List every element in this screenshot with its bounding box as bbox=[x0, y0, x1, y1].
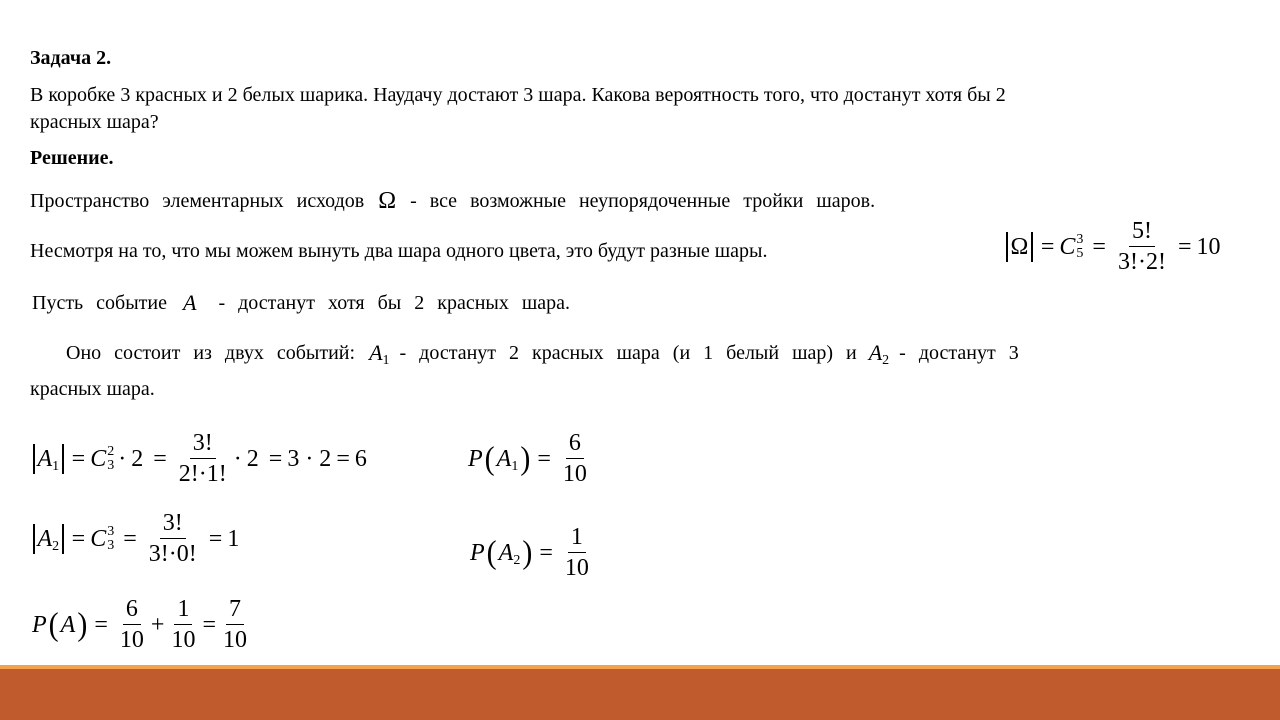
event-a2-symbol: A bbox=[868, 340, 883, 365]
task-text-line1: В коробке 3 красных и 2 белых шарика. Наудачу достают 3 шара. Какова вероятность того, что достанут хотя бы 2 bbox=[30, 84, 1006, 106]
formula-omega-count: Ω = C 3 5 = $\frac{5!}{3!\cdot 2!}$ = 10 bbox=[1003, 218, 1220, 275]
paragraph-distinct-balls: Несмотря на то, что мы можем вынуть два шара одного цвета, это будут разные шары. bbox=[30, 240, 768, 262]
event-a1-symbol: A bbox=[369, 340, 383, 365]
fraction-p-a1: $\frac{6}{10}$ bbox=[562, 430, 587, 487]
p1-text-before: Пространство элементарных исходов bbox=[30, 190, 365, 212]
formula-a1-count: A 1 = C 2 3 · 2 = $\frac{3!}{2!\cdot 1!}$ · 2 = 3 · 2 = 6 bbox=[30, 430, 367, 487]
fraction-a1: $\frac{3!}{2!\cdot 1!}$ bbox=[178, 430, 227, 487]
paragraph-event-a: Пусть событие A - достанут хотя бы 2 красных шара. bbox=[32, 290, 570, 315]
paragraph-event-split-line2: красных шара. bbox=[30, 378, 155, 400]
formula-a2-count: A 2 = C 3 3 = $\frac{3!}{3!\cdot 0!}$ = 1 bbox=[30, 510, 239, 567]
solution-title: Решение. bbox=[30, 147, 114, 169]
fraction-p-a-first: $\frac{6}{10}$ bbox=[119, 596, 144, 653]
fraction-p-a2: $\frac{1}{10}$ bbox=[564, 524, 589, 581]
paragraph-sample-space bbox=[30, 188, 875, 214]
event-a-symbol: A bbox=[183, 290, 197, 315]
p1-text-after: - все возможные неупорядоченные тройки шаров. bbox=[410, 190, 876, 212]
formula-p-a1: P ( A 1 ) = $\frac{6}{10}$ bbox=[468, 430, 594, 487]
fraction-p-a-second: $\frac{1}{10}$ bbox=[171, 596, 196, 653]
omega-symbol: Ω bbox=[378, 188, 397, 214]
formula-p-a: P ( A ) = $\frac{6}{10}$ + $\frac{1}{10}$ = $\frac{7}{10}$ bbox=[32, 596, 254, 653]
paragraph-event-split: Оно состоит из двух событий: A 1 - достанут 2 красных шара (и 1 белый шар) и A 2 - достанут 3 bbox=[66, 340, 1019, 368]
fraction-p-a-result: $\frac{7}{10}$ bbox=[222, 596, 247, 653]
task-title: Задача 2. bbox=[30, 47, 112, 69]
formula-p-a2: P ( A 2 ) = $\frac{1}{10}$ bbox=[470, 524, 596, 581]
footer-bar bbox=[0, 669, 1280, 720]
task-text-line2: красных шара? bbox=[30, 111, 159, 133]
fraction-omega: $\frac{5!}{3!\cdot 2!}$ bbox=[1117, 218, 1166, 275]
fraction-a2: $\frac{3!}{3!\cdot 0!}$ bbox=[148, 510, 197, 567]
